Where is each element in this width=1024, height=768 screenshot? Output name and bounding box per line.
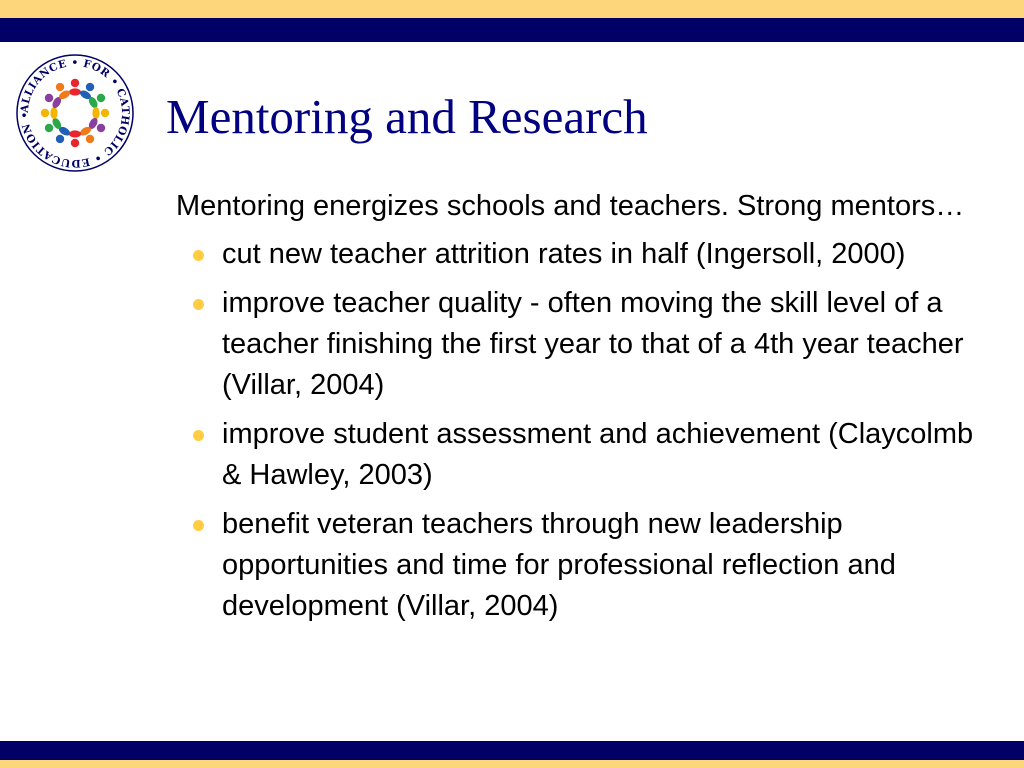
logo-figure-head xyxy=(97,94,105,102)
logo-figure-head xyxy=(86,83,94,91)
logo-figure-head xyxy=(71,139,79,147)
bullet-item xyxy=(176,234,976,275)
logo-figure-head xyxy=(86,135,94,143)
top-navy-band xyxy=(0,18,1024,42)
bullet-dot-icon xyxy=(193,299,204,310)
bullet-dot-icon xyxy=(193,520,204,531)
logo-figure-head xyxy=(45,94,53,102)
logo-figure-body xyxy=(69,88,81,95)
logo-figure-head xyxy=(97,124,105,132)
logo-figure-head xyxy=(56,83,64,91)
bullet-text: cut new teacher attrition rates in half (Ingersoll, 2000) xyxy=(222,238,906,270)
bullet-text: benefit veteran teachers through new leadership opportunities and time for professional reflection and development (Villar, 2004) xyxy=(222,508,896,622)
ace-logo-icon xyxy=(14,52,136,174)
logo-figure-head xyxy=(41,109,49,117)
bullet-item xyxy=(176,414,976,496)
slide-content xyxy=(176,186,976,635)
bullet-item xyxy=(176,283,976,406)
logo-figure-head xyxy=(56,135,64,143)
logo-figure-body xyxy=(92,107,99,119)
intro-text: Mentoring energizes schools and teachers. Strong mentors… xyxy=(176,190,965,222)
bullet-text: improve student assessment and achievement (Claycolmb & Hawley, 2003) xyxy=(222,418,974,491)
bullet-item xyxy=(176,504,976,627)
logo-figure-head xyxy=(45,124,53,132)
top-gold-band xyxy=(0,0,1024,18)
bottom-navy-band xyxy=(0,741,1024,760)
bullet-dot-icon xyxy=(193,250,204,261)
logo-figure-head xyxy=(71,79,79,87)
logo-figure-body xyxy=(69,130,81,137)
bullet-dot-icon xyxy=(193,430,204,441)
bottom-gold-band xyxy=(0,760,1024,768)
logo-figure-head xyxy=(101,109,109,117)
slide-title: Mentoring and Research xyxy=(166,89,648,144)
logo-figure-body xyxy=(50,107,57,119)
bullet-list xyxy=(176,234,976,627)
bullet-text: improve teacher quality - often moving the skill level of a teacher finishing the first year to that of a 4th year teacher (Villar, 2004) xyxy=(222,287,964,401)
logo-ring-text: ALLIANCE • FOR • CATHOLIC • EDUCATION • xyxy=(18,56,132,170)
